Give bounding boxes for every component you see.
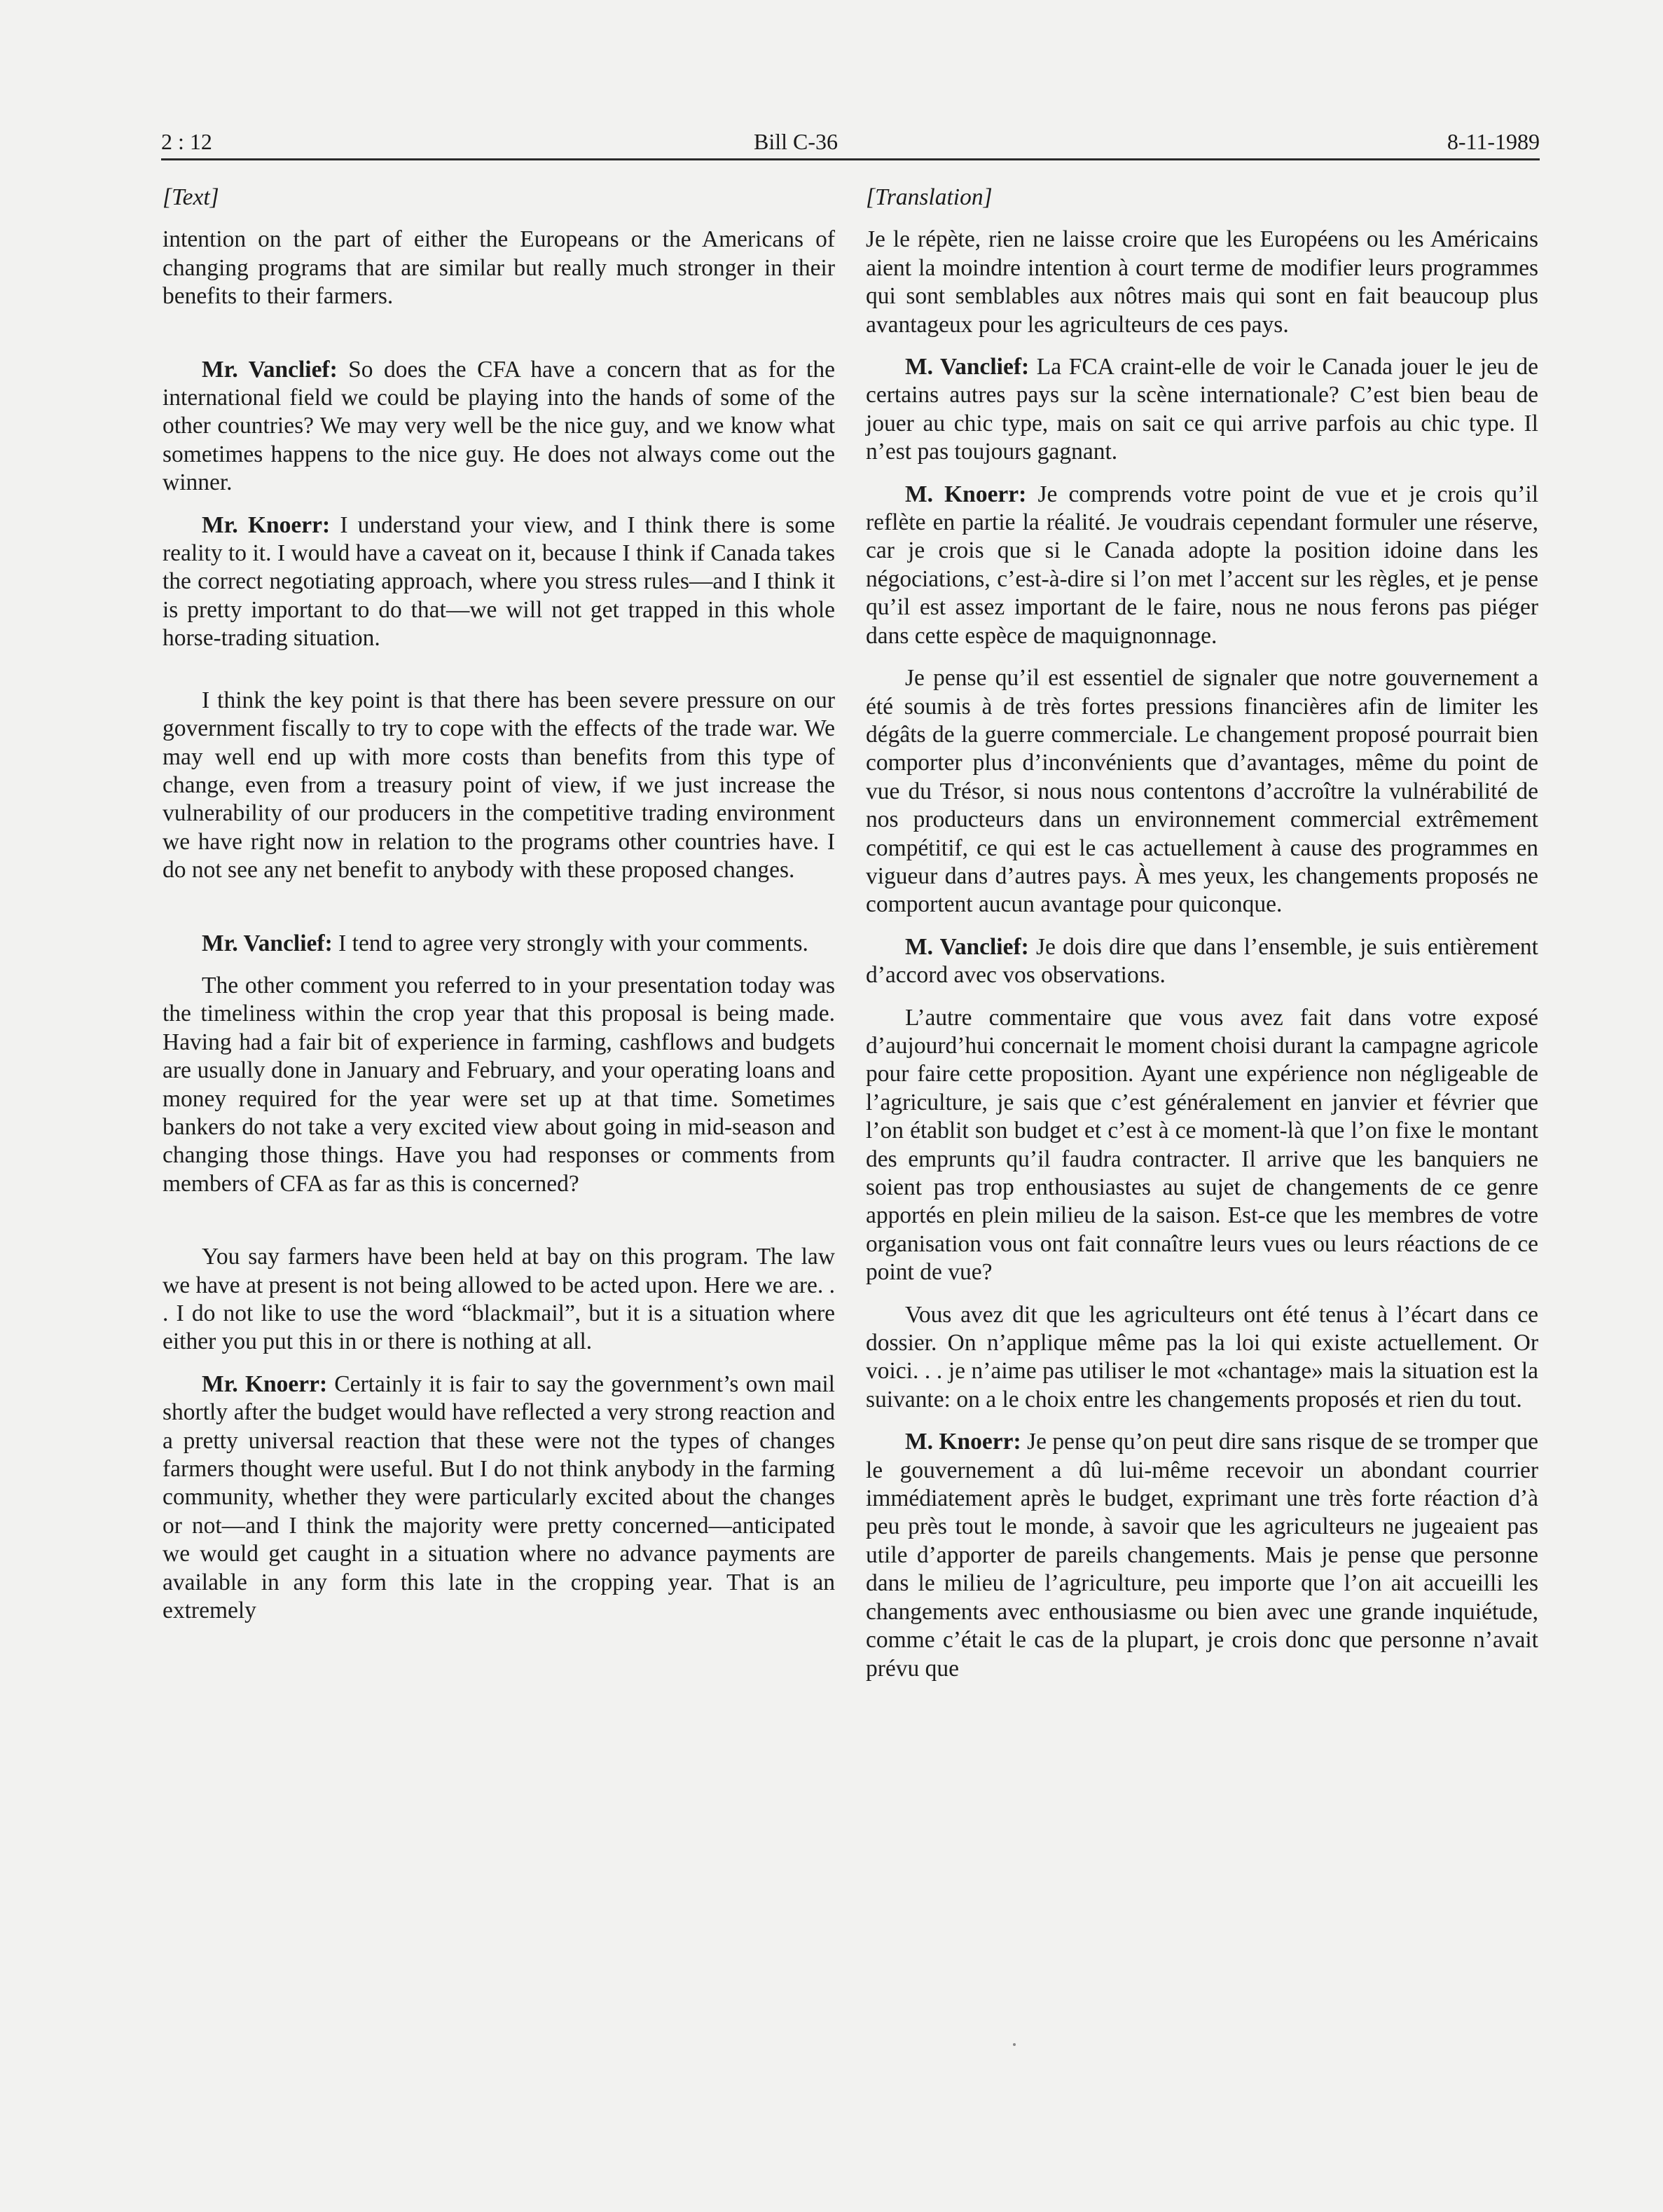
header-date: 8-11-1989: [1447, 129, 1540, 154]
paragraph-text: Certainly it is fair to say the government’s own mail shortly after the budget would have reflected a very strong reaction and a pretty universal reaction that these were not the types of changes farmers thought were useful. But I do not think anybody in the farming community, whether they were particularly excited about the changes or not—and I think the majority were pretty concerned—anticipated we would get caught in a situation where no advance payments are available in any form this late in the cropping year. That is an extremely: [163, 1371, 835, 1624]
bill-title: Bill C-36: [754, 129, 839, 154]
speaker-name: M. Knoerr:: [905, 1429, 1021, 1455]
paragraph: intention on the part of either the Europeans or the Americans of changing programs that are similar but really much stronger in their benefits to their farmers.: [163, 226, 835, 310]
paragraph-text: La FCA craint-elle de voir le Canada jouer le jeu de certains autres pays sur la scène internationale? C’est bien beau de jouer au chic type, mais on sait ce qui arrive parfois au chic type. Il n’est pas toujours gagnant.: [866, 354, 1538, 465]
column-label-text: [Text]: [163, 184, 219, 210]
speaker-name: Mr. Vanclief:: [202, 356, 338, 383]
english-column: [163, 184, 835, 1639]
paragraph: [866, 1428, 1538, 1683]
paragraph-text: Je comprends votre point de vue et je crois qu’il reflète en partie la réalité. Je voudrais cependant formuler une réserve, car je crois que si le Canada adopte la position idoine dans les négociations, c’est-à-dire si l’on met l’accent sur les règles, et je pense qu’il est assez important de le faire, nous ne nous ferons pas piéger dans cette espèce de maquignonnage.: [866, 481, 1538, 649]
page-header: [161, 128, 1540, 163]
paragraph: [163, 511, 835, 653]
paragraph: Vous avez dit que les agriculteurs ont été tenus à l’écart dans ce dossier. On n’applique même pas la loi qui existe actuellement. Or voici. . . je n’aime pas utiliser le mot «chantage» mais la situation est la suivante: on a le choix entre les changements proposés et rien du tout.: [866, 1301, 1538, 1413]
speaker-name: Mr. Vanclief:: [202, 930, 333, 956]
paragraph-text: Je pense qu’on peut dire sans risque de se tromper que le gouvernement a dû lui-même recevoir un abondant courrier immédiatement après le budget, exprimant une très forte réaction d’à peu près tout le monde, à savoir que les agriculteurs ne jugeaient pas utile d’apporter de pareils changements. Mais je pense que personne dans le milieu de l’agriculture, peu importe que l’on ait accueilli les changements avec enthousiasme ou bien avec une grande inquiétude, comme c’était le cas de la plupart, je crois donc que personne n’avait prévu que: [866, 1429, 1538, 1682]
speaker-name: M. Knoerr:: [905, 481, 1027, 507]
paragraph: [163, 356, 835, 497]
paragraph: [163, 1371, 835, 1626]
paragraph: [866, 353, 1538, 467]
french-column: [866, 184, 1538, 1697]
paragraph: I think the key point is that there has been severe pressure on our government fiscally to try to cope with the effects of the trade war. We may well end up with more costs than benefits from this type of change, even from a treasury point of view, if we just increase the vulnerability of our producers in the competitive trading environment we have right now in relation to the programs other countries have. I do not see any net benefit to anybody with these proposed changes.: [163, 687, 835, 884]
paragraph-text: I tend to agree very strongly with your comments.: [332, 930, 808, 956]
speaker-name: M. Vanclief:: [905, 354, 1030, 380]
paragraph: [866, 933, 1538, 990]
paragraph: The other comment you referred to in your presentation today was the timeliness within the crop year that this proposal is being made. Having had a fair bit of experience in farming, cashflows and budgets are usually done in January and February, and your operating loans and money required for the year were set up at that time. Sometimes bankers do not take a very excited view about going in mid-season and changing those things. Have you had responses or comments from members of CFA as far as this is concerned?: [163, 972, 835, 1197]
paragraph: Je pense qu’il est essentiel de signaler que notre gouvernement a été soumis à de très fortes pressions financières afin de limiter les dégâts de la guerre commerciale. Le changement proposé pourrait bien comporter plus d’inconvénients que d’avantages, même du point de vue du Trésor, si nous nous contentons d’accroître la vulnérabilité de nos producteurs dans un environnement commercial extrêmement compétitif, ce qui est le cas actuellement à cause des programmes en vigueur dans d’autres pays. À mes yeux, les changements proposés ne comportent aucun avantage pour quiconque.: [866, 665, 1538, 918]
page-number: 2 : 12: [161, 129, 212, 154]
speaker-name: Mr. Knoerr:: [202, 1371, 328, 1397]
scan-speck: [1013, 2043, 1016, 2046]
paragraph-text: Je dois dire que dans l’ensemble, je suis entièrement d’accord avec vos observations.: [866, 933, 1538, 989]
paragraph-text: I understand your view, and I think there is some reality to it. I would have a caveat on it, because I think if Canada takes the correct negotiating approach, where you stress rules—and I think it is pretty important to do that—we will not get trapped in this whole horse-trading situation.: [163, 511, 835, 652]
paragraph-text: So does the CFA have a concern that as for the international field we could be playing into the hands of some of the other countries? We may very well be the nice guy, and we know what sometimes happens to the nice guy. He does not always come out the winner.: [163, 356, 835, 496]
speaker-name: Mr. Knoerr:: [202, 511, 331, 538]
paragraph: Je le répète, rien ne laisse croire que les Européens ou les Américains aient la moindre intention à court terme de modifier leurs programmes qui sont semblables aux nôtres mais qui sont en fait beaucoup plus avantageux pour les agriculteurs de ces pays.: [866, 226, 1538, 338]
column-label-translation: [Translation]: [866, 184, 993, 210]
paragraph: [866, 481, 1538, 650]
paragraph: L’autre commentaire que vous avez fait dans votre exposé d’aujourd’hui concernait le moment choisi durant la campagne agricole pour faire cette proposition. Ayant une expérience non négligeable de l’agriculture, je sais que c’est généralement en janvier et février que l’on établit son budget et c’est à ce moment-là que l’on fixe le montant des emprunts qu’il faudra contracter. Il arrive que les banquiers ne soient pas trop enthousiastes au sujet de changements de ce genre apportés en plein milieu de la saison. Est-ce que les membres de votre organisation vous ont fait connaître leurs vues ou leurs réactions de ce point de vue?: [866, 1004, 1538, 1286]
header-rule: [161, 158, 1540, 160]
paragraph: [163, 930, 835, 958]
paragraph: You say farmers have been held at bay on this program. The law we have at present is not being allowed to be acted upon. Here we are. . . I do not like to use the word “blackmail”, but it is a situation where either you put this in or there is nothing at all.: [163, 1244, 835, 1355]
speaker-name: M. Vanclief:: [905, 933, 1029, 960]
